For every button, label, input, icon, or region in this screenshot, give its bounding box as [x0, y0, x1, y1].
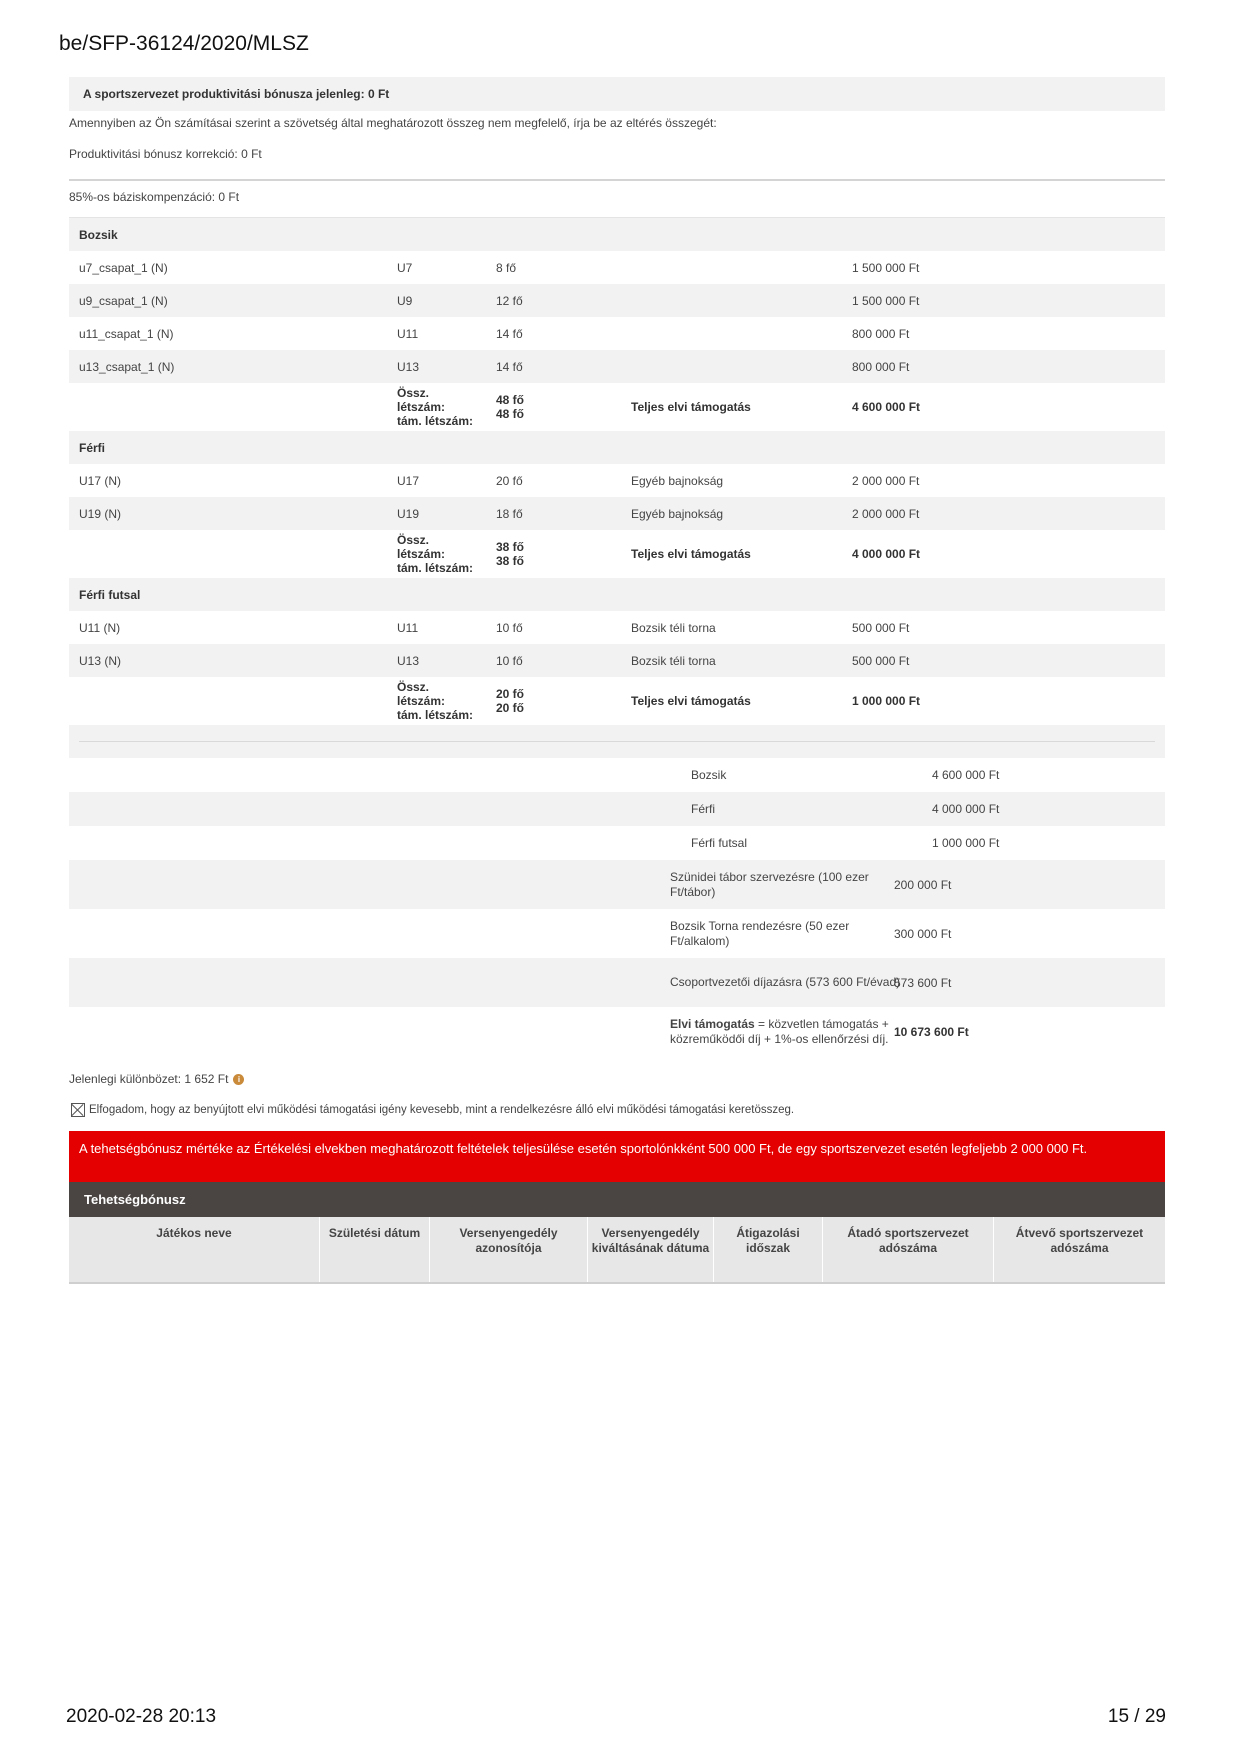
supported-headcount: 38 fő [496, 554, 525, 568]
age-group: U17 [397, 473, 420, 488]
difference-text: Jelenlegi különbözet: 1 652 Ft [69, 1072, 229, 1086]
headcount-labels [387, 530, 486, 578]
group-total-row [69, 383, 1165, 431]
correction-instruction: Amennyiben az Ön számításai szerint a szövetség által meghatározott összeg nem megfelelő, írja be az eltérés összegét: [69, 116, 717, 130]
team-table [69, 218, 1165, 725]
team-name: U19 (N) [79, 506, 122, 521]
supported-headcount-label: tám. létszám: [397, 708, 474, 722]
extra-support-label: Szünidei tábor szervezésre (100 ezer Ft/tábor) [670, 869, 869, 899]
total-headcount: 38 fő [496, 540, 525, 554]
extra-support-label: Bozsik Torna rendezésre (50 ezer Ft/alkalom) [670, 918, 850, 948]
team-row [69, 464, 1165, 497]
championship [621, 350, 842, 383]
document-id: be/SFP-36124/2020/MLSZ [59, 32, 309, 55]
group-total-row [69, 530, 1165, 578]
team-name: U13 (N) [79, 653, 122, 668]
support-amount: 800 000 Ft [852, 359, 910, 374]
acceptance-text: Elfogadom, hogy az benyújtott elvi működési támogatási igény kevesebb, mint a rendelkezésre álló elvi működési támogatási keretösszeg. [89, 1104, 795, 1116]
support-amount: 2 000 000 Ft [852, 506, 920, 521]
total-support-amount: 4 600 000 Ft [852, 400, 921, 414]
summary-row [69, 792, 1165, 826]
current-difference [69, 1070, 1165, 1088]
team-row [69, 611, 1165, 644]
support-amount: 1 500 000 Ft [852, 293, 920, 308]
divider [69, 179, 1165, 181]
age-group: U7 [397, 260, 413, 275]
column-header: Játékos neve [69, 1217, 320, 1282]
team-row [69, 284, 1165, 317]
group-title: Bozsik [69, 218, 1165, 251]
empty-cell [69, 677, 387, 725]
player-count: 10 fő [496, 653, 523, 668]
supported-headcount-label: tám. létszám: [397, 561, 474, 575]
championship: Bozsik téli torna [631, 653, 716, 668]
support-amount: 500 000 Ft [852, 653, 910, 668]
championship [621, 284, 842, 317]
team-name: u13_csapat_1 (N) [79, 359, 175, 374]
team-row [69, 350, 1165, 383]
headcount-values [486, 530, 621, 578]
team-row [69, 251, 1165, 284]
page-number: 15 / 29 [1107, 1706, 1166, 1727]
summary-amount: 1 000 000 Ft [932, 836, 1000, 850]
age-group: U9 [397, 293, 413, 308]
age-group: U19 [397, 506, 420, 521]
summary-label: Férfi [691, 802, 715, 816]
championship [621, 251, 842, 284]
group-header [69, 578, 1165, 611]
team-name: u7_csapat_1 (N) [79, 260, 168, 275]
age-group: U13 [397, 653, 420, 668]
summary-row [69, 758, 1165, 792]
empty-cell [69, 530, 387, 578]
support-form [69, 77, 1165, 1284]
extra-support-amount: 573 600 Ft [894, 975, 952, 990]
group-header [69, 218, 1165, 251]
group-title: Férfi futsal [69, 578, 1165, 611]
grand-total-label-bold: Elvi támogatás [670, 1016, 755, 1031]
summary-label: Férfi futsal [691, 836, 748, 850]
headcount-values [486, 383, 621, 431]
total-support-label: Teljes elvi támogatás [631, 694, 751, 708]
team-name: U17 (N) [79, 473, 122, 488]
productivity-bonus-heading: A sportszervezet produktivitási bónusza jelenleg: 0 Ft [69, 77, 1165, 111]
player-count: 14 fő [496, 359, 523, 374]
summary-label: Bozsik [691, 768, 727, 782]
summary-row [69, 826, 1165, 860]
footer-timestamp: 2020-02-28 20:13 [66, 1706, 217, 1727]
team-row [69, 317, 1165, 350]
support-amount: 800 000 Ft [852, 326, 910, 341]
total-support-label: Teljes elvi támogatás [631, 400, 751, 414]
team-row [69, 644, 1165, 677]
talent-bonus-title: Tehetségbónusz [69, 1182, 1165, 1217]
support-amount: 500 000 Ft [852, 620, 910, 635]
total-headcount: 48 fő [496, 393, 525, 407]
group-header [69, 431, 1165, 464]
extra-support-row [69, 909, 1165, 958]
group-title: Férfi [69, 431, 1165, 464]
section-separator [69, 725, 1165, 758]
player-count: 10 fő [496, 620, 523, 635]
extra-support-amount: 300 000 Ft [894, 926, 952, 941]
total-support-amount: 1 000 000 Ft [852, 694, 921, 708]
team-name: U11 (N) [79, 620, 121, 635]
supported-headcount: 20 fő [496, 701, 525, 715]
supported-headcount-label: tám. létszám: [397, 414, 474, 428]
summary-amount: 4 600 000 Ft [932, 768, 1000, 782]
age-group: U13 [397, 359, 420, 374]
team-row [69, 497, 1165, 530]
total-headcount-label: Össz. létszám: [397, 680, 446, 708]
total-headcount-label: Össz. létszám: [397, 533, 446, 561]
talent-bonus-alert: A tehetségbónusz mértéke az Értékelési elvekben meghatározott feltételek teljesülése esetén sportolónkként 500 000 Ft, de egy sportszervezet esetén legfeljebb 2 000 000 Ft. [69, 1131, 1165, 1182]
column-header: Versenyengedély kiváltásának dátuma [588, 1217, 714, 1282]
group-total-row [69, 677, 1165, 725]
grand-total-label-rest: = közvetlen támogatás + közreműködői díj + 1%-os ellenőrzési díj. [670, 1016, 889, 1046]
player-count: 20 fő [496, 473, 523, 488]
championship: Egyéb bajnokság [631, 473, 724, 488]
base-compensation: 85%-os báziskompenzáció: 0 Ft [69, 190, 240, 204]
total-support-label: Teljes elvi támogatás [631, 547, 751, 561]
headcount-labels [387, 677, 486, 725]
extra-support-row [69, 860, 1165, 909]
extra-support-amount: 200 000 Ft [894, 877, 952, 892]
age-group: U11 [397, 620, 419, 635]
empty-cell [69, 383, 387, 431]
grand-total-label [670, 1017, 906, 1047]
support-amount: 2 000 000 Ft [852, 473, 920, 488]
championship: Bozsik téli torna [631, 620, 716, 635]
supported-headcount: 48 fő [496, 407, 525, 421]
age-group: U11 [397, 326, 419, 341]
column-header: Átvevő sportszervezet adószáma [1015, 1226, 1144, 1255]
total-headcount-label: Össz. létszám: [397, 386, 446, 414]
total-support-amount: 4 000 000 Ft [852, 547, 921, 561]
column-header: Átigazolási időszak [714, 1217, 823, 1282]
player-count: 14 fő [496, 326, 523, 341]
talent-bonus-table-header [69, 1217, 1165, 1284]
summary-amount: 4 000 000 Ft [932, 802, 1000, 816]
team-name: u9_csapat_1 (N) [79, 293, 168, 308]
extra-support-row [69, 958, 1165, 1007]
team-name: u11_csapat_1 (N) [79, 326, 174, 341]
acceptance-row [69, 1101, 1165, 1119]
productivity-correction: Produktivitási bónusz korrekció: 0 Ft [69, 147, 262, 161]
headcount-values [486, 677, 621, 725]
info-icon[interactable]: i [233, 1074, 244, 1085]
headcount-labels [387, 383, 486, 431]
total-headcount: 20 fő [496, 687, 525, 701]
player-count: 18 fő [496, 506, 523, 521]
grand-total-row [69, 1007, 1165, 1056]
championship: Egyéb bajnokság [631, 506, 724, 521]
column-header: Átadó sportszervezet adószáma [823, 1217, 994, 1282]
grand-total-amount: 10 673 600 Ft [894, 1024, 969, 1039]
support-amount: 1 500 000 Ft [852, 260, 920, 275]
acceptance-checkbox[interactable] [71, 1103, 85, 1117]
championship [621, 317, 842, 350]
player-count: 12 fő [496, 293, 523, 308]
column-header: Versenyengedély azonosítója [430, 1217, 588, 1282]
extra-support-label: Csoportvezetői díjazásra (573 600 Ft/évad) [670, 975, 901, 989]
column-header: Születési dátum [320, 1217, 430, 1282]
player-count: 8 fő [496, 260, 517, 275]
